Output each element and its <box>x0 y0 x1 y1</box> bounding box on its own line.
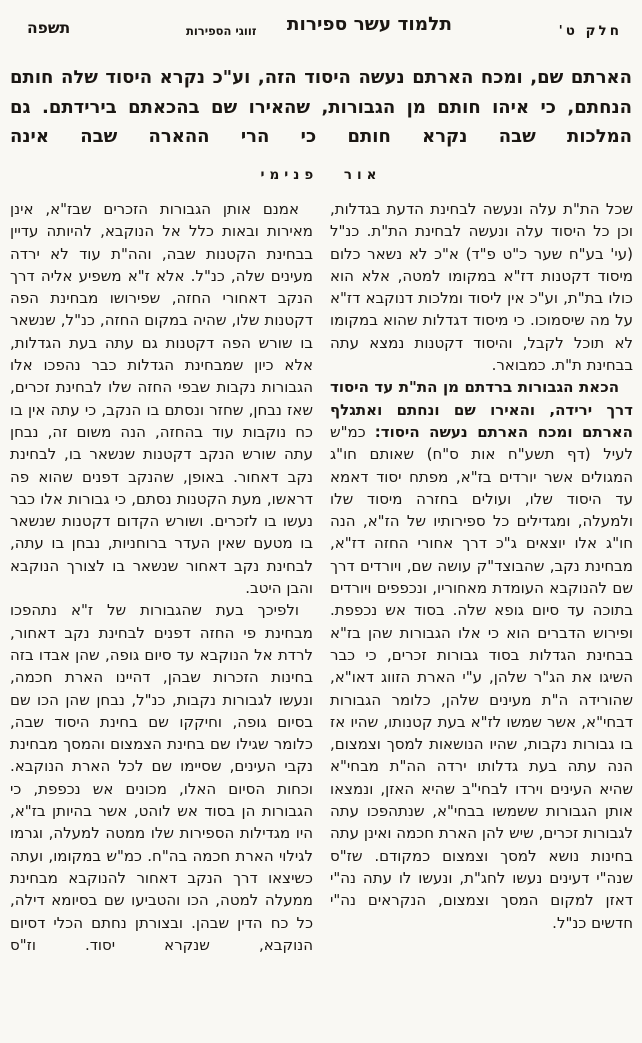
paragraph-text: אמנם אותן הגבורות הזכרים שבז"א, אינן מאירות ובאות כלל אל הנוקבא, להיותה עדיין בבחינת הקטנות שבה, והה"ת עוד לא ירדה מעינים שלה, כנ"ל. אלא ז"א משפיע אליה דרך הנקב דאחורי החזה, שפירושו מבחינת הפה דקטנות שלו, שהיה במקום החזה, כנ"ל, שנשאר בו שורש הפה דקטנות גם עתה בעת הגדלות, אלא כיון שמבחינת הגדלות כבר נהפכו אלו הגבורות נקבות שבפי החזה שלו לבחינת זכרים, שאז נבחן, שחזר ונסתם בו הנקב, כי עתה אין בו כח נוקבות עוד בהחזה, הנה משום זה, נבחן עתה שורש הנקב דקטנות שנשאר בו, לבחינת נקב דאחור. באופן, שהנקב דפנים שהוא פה דראשו, מעת הקטנות נסתם, כי גבורות אלו כבר נעשו בו לזכרים. ושורש הקדום דקטנות שנשאר בו מטעם שאין העדר ברוחניות, נבחן בו עתה, לבחינת נקב דאחור שנשאר בו לצורך הנוקבא והבן היטב. <box>10 200 313 598</box>
column-right <box>330 198 633 1043</box>
paragraph <box>330 198 633 376</box>
part-label: חלק ט' <box>558 23 622 39</box>
column-left <box>10 198 313 1043</box>
paragraph <box>10 198 313 599</box>
commentary-columns <box>9 198 633 1043</box>
book-title: תלמוד עשר ספירות <box>286 14 452 35</box>
paragraph <box>10 599 313 956</box>
paragraph-text: שכל הת"ת עלה ונעשה לבחינת הדעת בגדלות, וכן כל היסוד עלה ונעשה לבחינת הת"ת. כנ"ל (עי' בע"ח שער כ"ט פ"ד) א"כ לא נשאר כלום מיסוד דקטנות דז"א במקומו למטה, אלא הוא כולו בת"ת, וע"כ אין ליסוד ומלכות דנוקבא דז"א על מה שיסמוכו. כי מיסוד דגדלות שהוא במקומו לא תוכל לקבל, והיסוד דקטנות נמצא עתה בבחינת ת"ת. כמבואר. <box>330 200 633 375</box>
paragraph-text: ולפיכך בעת שהגבורות של ז"א נתהפכו מבחינת פי החזה דפנים לבחינת נקב דאחור, לרדת אל הנוקבא עד סיום גופה, שהן אבדו בזה בחינות הזכרות שבהן, דהיינו הארת חכמה, ונעשו לגבורות נקבות, כנ"ל, נבחן שהן הכו שם בסיום גופה, וחיקקו שם בחינת היסוד שבה, כלומר שגילו שם בחינת הצמצום והמסך מבחינת נקבי העינים, שסיימו שם לכל הארת הנוקבא. וכחות הסיום האלו, מכונים אש נכפפת, כי הגבורות הן בסוד אש לוהט, אשר בהיותן בז"א, היו מגדילות הספירות שלו ממטה למעלה, וגרמו לגילוי הארת חכמה בה"ח. כמ"ש במקומו, ועתה כשיצאו דרך הנקב דאחור להנוקבא מבחינת ממעלה למטה, הכו והטביעו שם בסיומא דילה, כל כח הדין שבהן. ובצורתן נחתם הכלי דסיום הנוקבא, שנקרא יסוד. וז"ס <box>10 601 313 954</box>
page-number: תשפה <box>27 19 71 37</box>
section-label: זווגי הספירות <box>186 24 257 38</box>
paragraph-text: כמ"ש לעיל (דף תשע"ח אות ס"ח) שאותם חו"ג המגולים אשר יורדים בז"א, מפתח יסוד דאמא עד היסוד שלו, ועולים בחזרה מיסוד שלו ולמעלה, ומגדילים כל ספירותיו של הז"א, הנה חו"ג אלו יוצאים ג"כ דרך אחורי החזה דז"א, מבחינת נקב, שהבוצד"ק עושה שם, ויורדים דרך שם להנוקבא העומדת מאחוריו, ונכפפים ויורדים בתוכה עד סיום גופא שלה. בסוד אש נכפפת. ופירוש הדברים הוא כי אלו הגבורות שהן בז"א בבחינת הגדלות בסוד גבורות זכרים, כי כבר השיגו את הג"ר שלהן, ע"י הארת הזווג דאו"א, שהורידה ה"ת מעינים שלהן, כלומר הגבורות דבחי"א, אשר שמשו לז"א בעת קטנותו, שהיו אז בו גבורות נקבות, שהיו הנושאות למסך וצמצום, הנה עתה בעת גדלותו ירדה הה"ת מבחי"א שהיא העינים וירדו לבחי"ב שהיא האזן, ונמצאו אותן הגבורות ששמשו בבחי"א, שנתהפכו עתה לגבורות זכרים, שיש להן הארת חכמה ואינן עתה בחינות נושא למסך וצמצום כמקודם. שז"ס שנה"י דעינים נעשו לחג"ת, ונעשו לו עתה נה"י דאזן למקום המסך וצמצום, הנקראים נה"י חדשים כנ"ל. <box>330 422 633 932</box>
main-text-passage: הארתם שם, ומכח הארתם נעשה היסוד הזה, וע"כ נקרא היסוד שלה חותם הנחתם, כי איהו חותם מן הגבורות, שהאירו שם בהכאתם בירידתם. גם המלכות שבה נקרא חותם כי הרי ההארה שבה אינה <box>10 67 632 147</box>
bold-citation: הכאת הגבורות ברדתם מן הת"ת עד היסוד דרך ירידה, והאירו שם ונחתם ואתגלף הארתם ומכח הארתם נעשה היסוד: <box>330 378 633 441</box>
commentary-heading: אור פנימי <box>260 167 382 183</box>
paragraph <box>330 376 633 933</box>
page-header <box>0 0 642 56</box>
